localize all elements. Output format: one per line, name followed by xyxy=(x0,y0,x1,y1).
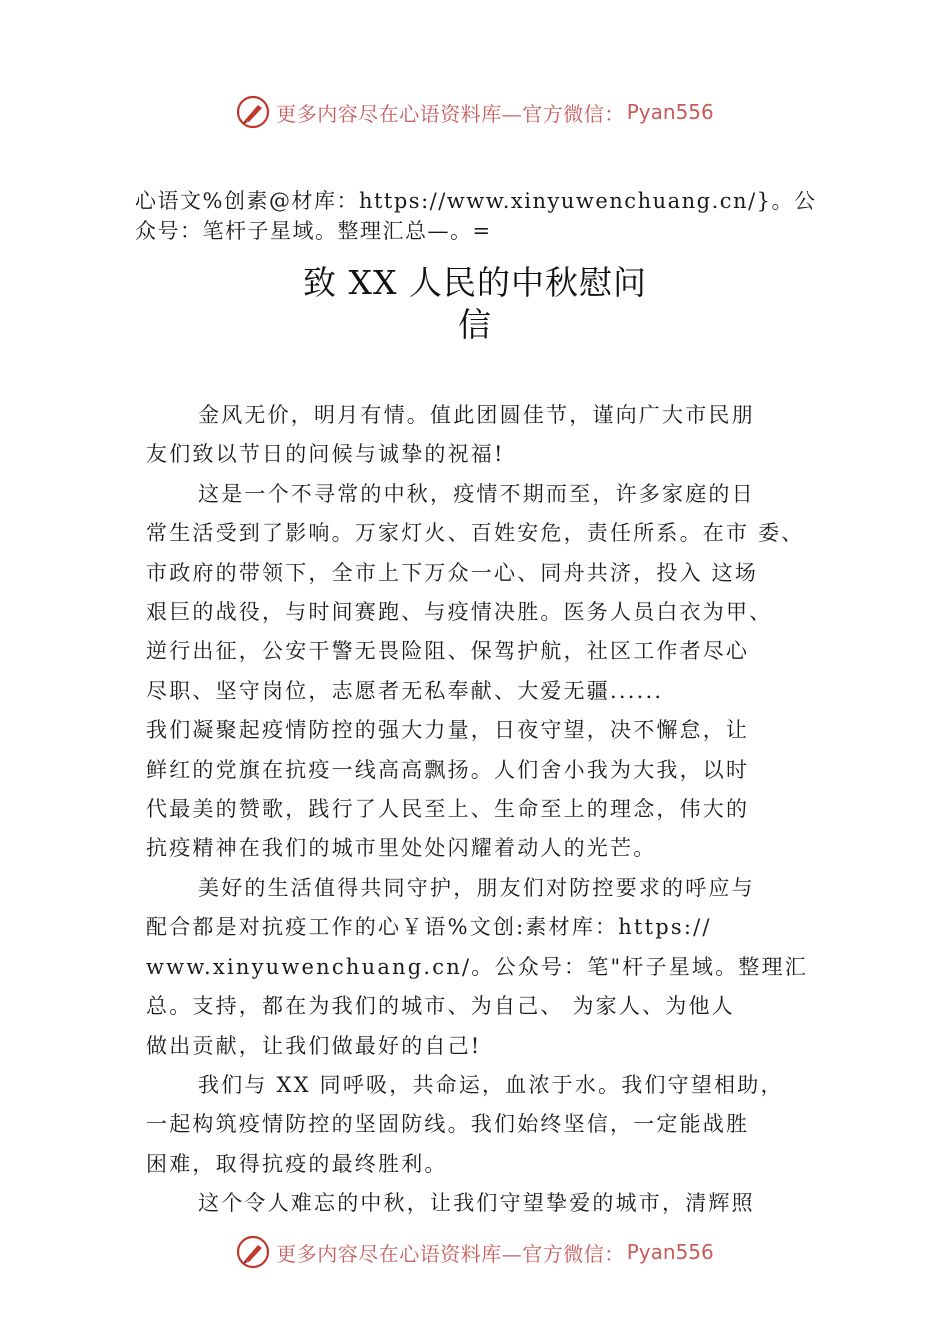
paragraph: 美好的生活值得共同守护，朋友们对防控要求的呼应与 配合都是对抗疫工作的心￥语%文创:素材库：https:// www.xinyuwenchuang.cn/。公众号：笔"杆子星域。整理汇 总。支持，都在为我们的城市、为自己、 为家人、为他人 做出贡献，让我们做最好的自己! xyxy=(146,875,808,1058)
paragraph: 这是一个不寻常的中秋，疫情不期而至，许多家庭的日 常生活受到了影响。万家灯火、百姓安危，责任所系。在市 委、 市政府的带领下，全市上下万众一心、同舟共济，投入 这场 艰巨的战役，与时间赛跑、与疫情决胜。医务人员白衣为甲、 逆行出征，公安干警无畏险阻、保驾护航，社区工作者尽心 尽职、坚守岗位，志愿者无私奉献、大爱无疆...... xyxy=(146,481,805,703)
source-line: 众号：笔杆子星域。整理汇总—。= xyxy=(135,219,492,243)
footer-banner xyxy=(0,1232,950,1272)
paragraph: 金风无价，明月有情。值此团圆佳节，谨向广大市民朋 友们致以节日的问候与诚挚的祝福! xyxy=(146,403,755,467)
header-banner xyxy=(0,92,950,132)
paragraph: 这个令人难忘的中秋，让我们守望挚爱的城市，清辉照 xyxy=(198,1191,755,1216)
banner-text: 更多内容尽在心语资料库—官方微信： xyxy=(276,1241,625,1266)
paragraph: 我们与 XX 同呼吸，共命运，血浓于水。我们守望相助， 一起构筑疫情防控的坚固防线。我们始终坚信，一定能战胜 困难，取得抗疫的最终胜利。 xyxy=(146,1072,784,1176)
pen-logo-icon xyxy=(236,1235,270,1269)
source-line: 心语文%创素@材库：https://www.xinyuwenchuang.cn/}。公 xyxy=(135,189,817,213)
title-line: 信 xyxy=(458,305,492,344)
letter-body xyxy=(146,396,816,1224)
document-title xyxy=(0,262,950,346)
wechat-id: Pyan556 xyxy=(626,100,714,124)
source-note xyxy=(135,186,825,246)
pen-logo-icon xyxy=(236,95,270,129)
wechat-id: Pyan556 xyxy=(626,1240,714,1264)
title-line: 致 XX 人民的中秋慰问 xyxy=(303,263,647,302)
banner-text: 更多内容尽在心语资料库—官方微信： xyxy=(276,101,625,126)
paragraph: 我们凝聚起疫情防控的强大力量，日夜守望，决不懈怠，让 鲜红的党旗在抗疫一线高高飘扬。人们舍小我为大我，以时 代最美的赞歌，践行了人民至上、生命至上的理念，伟大的 抗疫精神在我们的城市里处处闪耀着动人的光芒。 xyxy=(146,718,750,861)
